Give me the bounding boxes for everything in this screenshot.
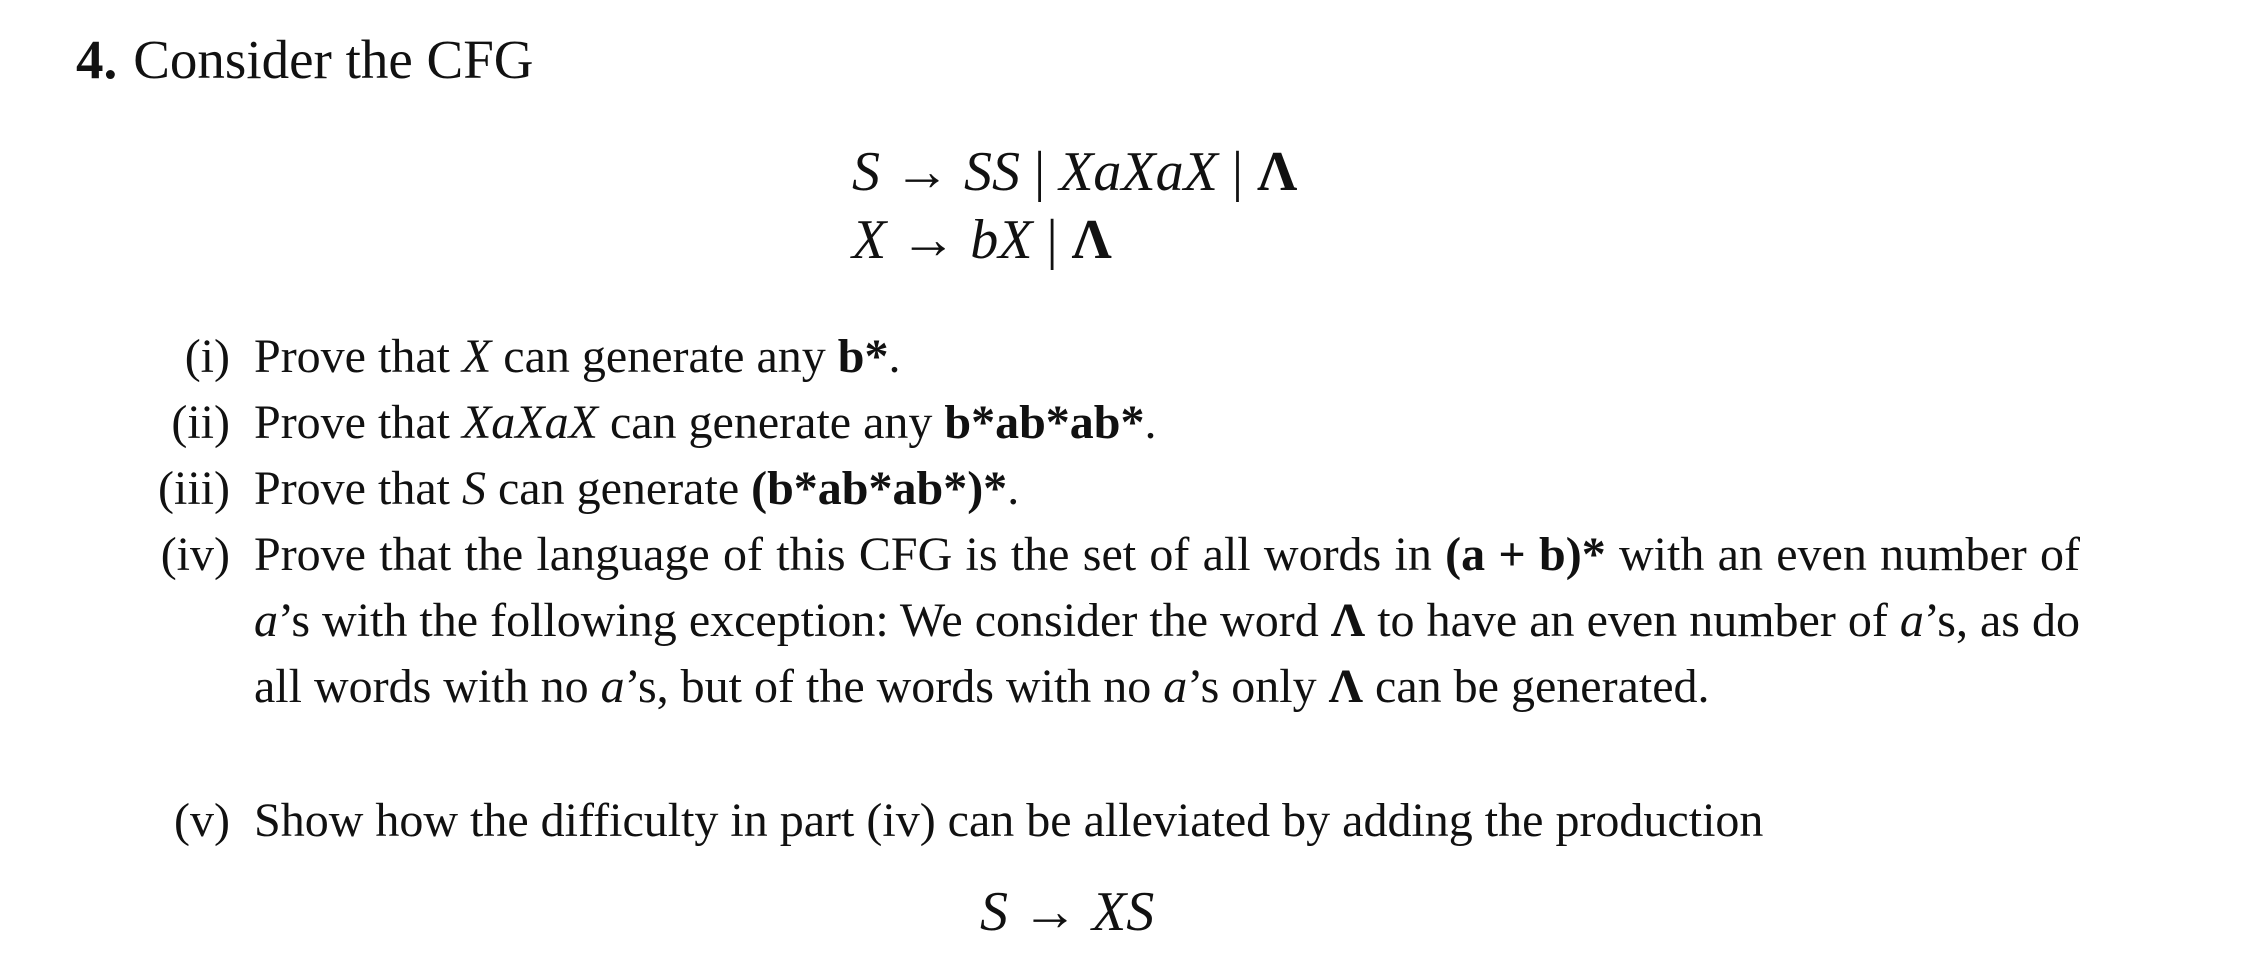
item-text-v: Show how the difficulty in part (iv) can be alleviated by adding the production bbox=[254, 794, 1764, 847]
grammar-rule-x bbox=[852, 206, 1112, 274]
item-text-iv bbox=[254, 522, 2080, 720]
item-text-iii bbox=[254, 456, 2080, 522]
regex-expression: b*ab*ab* bbox=[944, 396, 1145, 449]
problem-number: 4. bbox=[76, 29, 118, 90]
text-run: ’s, but of the words with no bbox=[624, 660, 1164, 713]
rule-separator: | bbox=[1034, 141, 1046, 203]
rule-separator: | bbox=[1046, 209, 1058, 271]
rule-lhs: S bbox=[980, 881, 1008, 943]
variable: a bbox=[600, 660, 625, 713]
variable: X bbox=[461, 330, 492, 383]
text-run: . bbox=[1007, 462, 1020, 515]
rule-separator: | bbox=[1231, 141, 1244, 203]
text-run: ’s only bbox=[1187, 660, 1329, 713]
added-production bbox=[980, 878, 1154, 946]
text-run: can generate any bbox=[597, 396, 945, 449]
rule-lhs: X bbox=[852, 209, 887, 271]
variable: a bbox=[1899, 594, 1924, 647]
rule-alternative: SS bbox=[964, 141, 1020, 203]
text-run: with an even number of bbox=[1605, 528, 2081, 581]
problem-heading bbox=[76, 22, 534, 98]
text-run: ’s, as do all words with no bbox=[254, 594, 2081, 713]
problem-title: Consider the CFG bbox=[133, 29, 534, 90]
rule-alternative: XS bbox=[1092, 881, 1155, 943]
rule-alternative: XaXaX bbox=[1059, 141, 1218, 203]
lambda-symbol: Λ bbox=[1330, 594, 1366, 647]
rule-arrow: → bbox=[1022, 881, 1078, 943]
regex-expression: (a + b)* bbox=[1445, 528, 1606, 581]
text-run: to have an even number of bbox=[1365, 594, 1900, 647]
text-run: Prove that bbox=[254, 462, 462, 515]
item-label-i: (i) bbox=[184, 330, 230, 383]
regex-expression: (b*ab*ab*)* bbox=[751, 462, 1008, 515]
item-text-i bbox=[254, 324, 2080, 390]
text-run: . bbox=[1144, 396, 1157, 449]
item-label-iv: (iv) bbox=[160, 528, 230, 581]
variable: a bbox=[1163, 660, 1188, 713]
lambda-symbol: Λ bbox=[1257, 141, 1298, 203]
lambda-symbol: Λ bbox=[1328, 660, 1364, 713]
text-run: can generate any bbox=[491, 330, 838, 383]
text-run: can generate bbox=[485, 462, 752, 515]
rule-alternative: bX bbox=[970, 209, 1033, 271]
text-run: Prove that bbox=[254, 330, 462, 383]
text-run: Prove that the language of this CFG is the set of all words in bbox=[254, 528, 1446, 581]
item-label-ii: (ii) bbox=[171, 396, 230, 449]
rule-arrow: → bbox=[894, 141, 950, 203]
text-run: ’s with the following exception: We consider the word bbox=[278, 594, 1331, 647]
item-label-v: (v) bbox=[174, 794, 230, 847]
rule-lhs: S bbox=[852, 141, 880, 203]
rule-arrow: → bbox=[900, 209, 957, 271]
regex-expression: b* bbox=[837, 330, 889, 383]
grammar-rule-s bbox=[852, 138, 1297, 206]
lambda-symbol: Λ bbox=[1071, 209, 1112, 271]
text-run: can be generated. bbox=[1363, 660, 1710, 713]
variable: S bbox=[461, 462, 486, 515]
text-run: Prove that bbox=[254, 396, 462, 449]
variable: XaXaX bbox=[461, 396, 598, 449]
text-run: . bbox=[888, 330, 901, 383]
item-label-iii: (iii) bbox=[158, 462, 230, 515]
variable: a bbox=[254, 594, 278, 647]
item-text-ii bbox=[254, 390, 2080, 456]
